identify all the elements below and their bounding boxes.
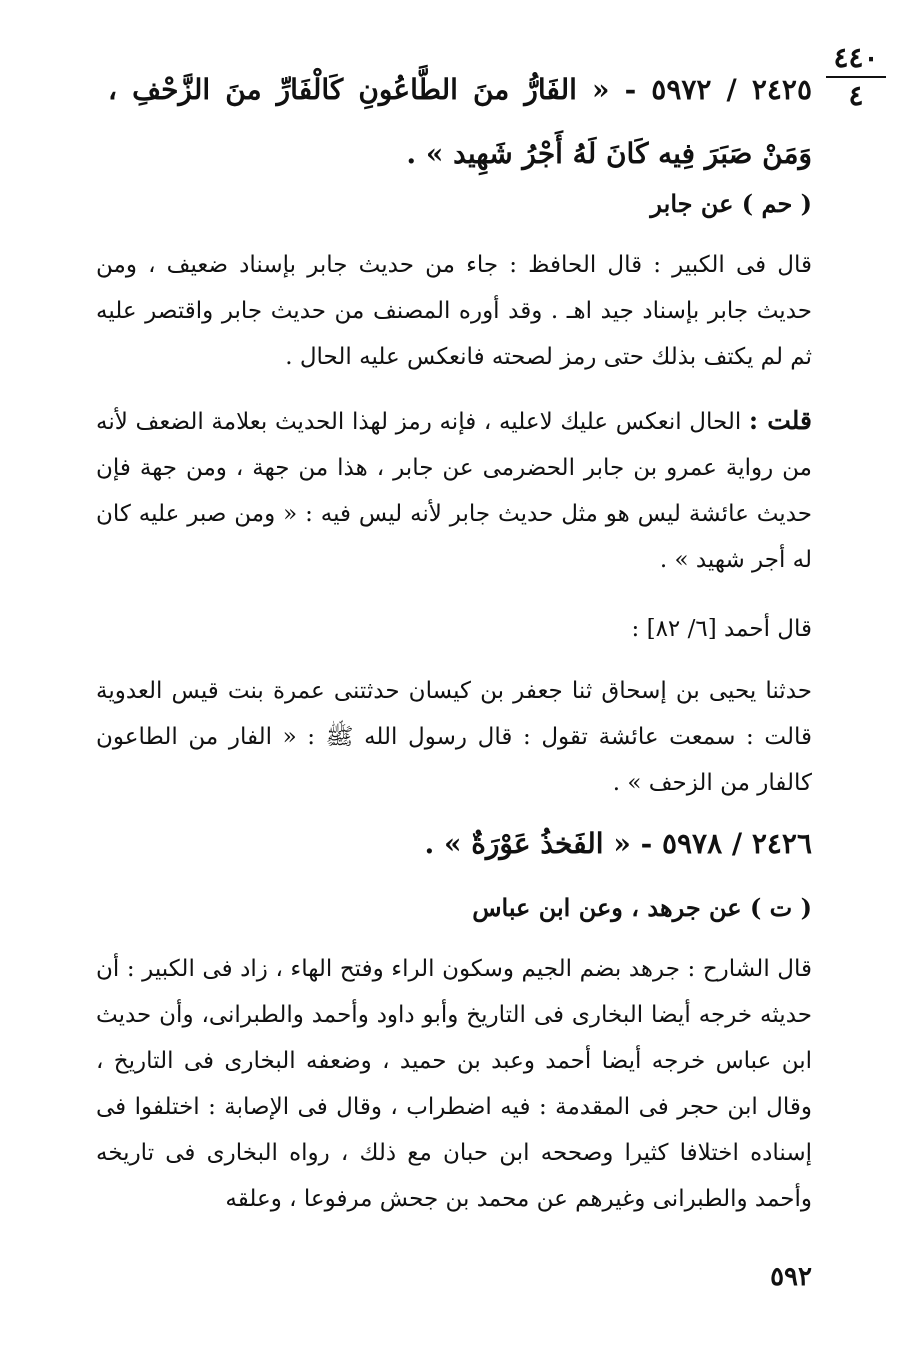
- paragraph-sharih: [96, 946, 812, 1222]
- margin-reference-bottom: ٤: [848, 79, 864, 112]
- hadith-2426-source-text: ( ت ) عن جرهد ، وعن ابن عباس: [472, 893, 812, 922]
- hadith-2426: [96, 812, 812, 876]
- margin-page-reference: [826, 41, 886, 112]
- hadith-2426-text: ٢٤٢٦ / ٥٩٧٨ - « الفَخذُ عَوْرَةٌ » .: [424, 827, 812, 860]
- page-number: ٥٩٢: [770, 1262, 812, 1292]
- paragraph-sharih-text: قال الشارح : جرهد بضم الجيم وسكون الراء وفتح الهاء ، زاد فى الكبير : أن حديثه خرجه أيضا البخارى فى التاريخ وأبو داود وأحمد والطبرانى، وأن حديث ابن عباس خرجه أيضا أحمد وعبد بن حميد ، وضعفه البخارى فى التاريخ ، وقال ابن حجر فى المقدمة : فيه اضطراب ، وقال فى الإصابة : اختلفوا فى إسناده اختلافا كثيرا وصححه ابن حبان مع ذلك ، رواه البخارى فى تاريخه وأحمد والطبرانى وغيرهم عن محمد بن جحش مرفوعا ، وعلقه: [96, 956, 812, 1212]
- paragraph-qultu: [96, 398, 812, 583]
- margin-reference-top: ٤٤٠: [826, 44, 886, 78]
- paragraph-qultu-lead: قلت :: [748, 406, 812, 435]
- ahmad-reference: [96, 606, 812, 652]
- hadith-2425-text: ٢٤٢٥ / ٥٩٧٢ - « الفَارُّ منَ الطَّاعُونِ كَالْفَارِّ منَ الزَّحْفِ ، وَمَنْ صَبَرَ فِيه كَانَ لَهُ أَجْرُ شَهِيد » .: [108, 73, 812, 170]
- paragraph-isnad-text: حدثنا يحيى بن إسحاق ثنا جعفر بن كيسان حدثتنى عمرة بنت قيس العدوية قالت : سمعت عائشة تقول : قال رسول الله ﷺ : « الفار من الطاعون كالفار من الزحف » .: [96, 678, 812, 796]
- hadith-2425-source-text: ( حم ) عن جابر: [650, 189, 812, 218]
- paragraph-kabir-text: قال فى الكبير : قال الحافظ : جاء من حديث جابر بإسناد ضعيف ، ومن حديث جابر بإسناد جيد اهـ . وقد أوره المصنف من حديث جابر واقتصر عليه ثم لم يكتف بذلك حتى رمز لصحته فانعكس عليه الحال .: [96, 252, 812, 370]
- hadith-2425-source: [96, 184, 812, 224]
- hadith-2426-source: [96, 888, 812, 928]
- paragraph-qultu-text: الحال انعكس عليك لاعليه ، فإنه رمز لهذا الحديث بعلامة الضعف لأنه من رواية عمرو بن جابر الحضرمى عن جابر ، هذا من جهة ، ومن جهة فإن حديث عائشة ليس هو مثل حديث جابر لأنه ليس فيه : « ومن صبر عليه كان له أجر شهيد » .: [96, 409, 812, 573]
- ahmad-reference-text: قال أحمد [٦/ ٨٢] :: [631, 616, 812, 642]
- paragraph-qultu-body: [96, 398, 812, 583]
- paragraph-isnad: [96, 668, 812, 806]
- paragraph-kabir: [96, 242, 812, 380]
- hadith-2425: [108, 58, 812, 186]
